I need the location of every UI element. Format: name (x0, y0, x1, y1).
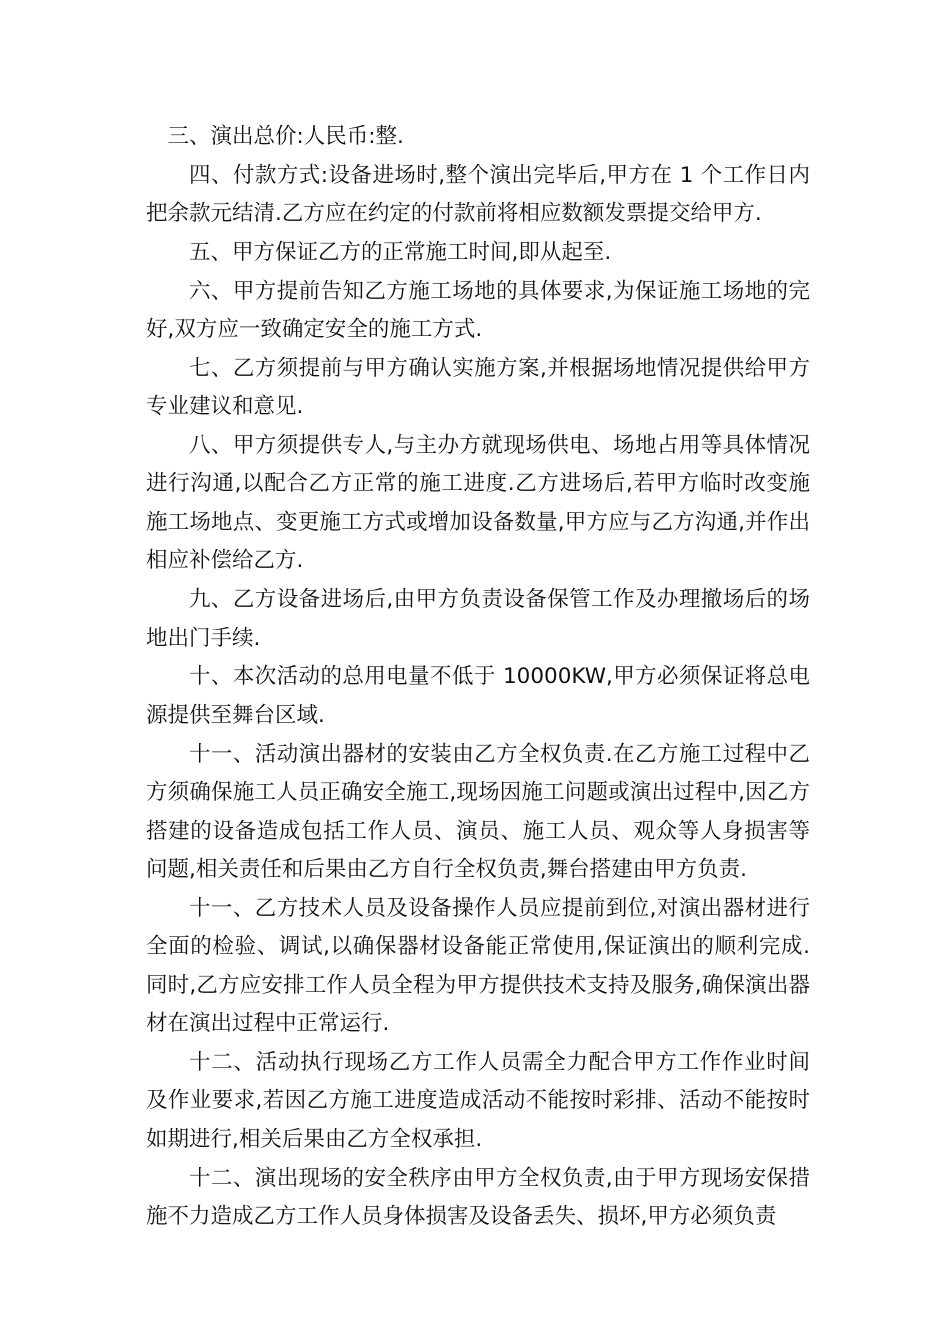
clause-12-site-security: 十二、演出现场的安全秩序由甲方全权负责,由于甲方现场安保措施不力造成乙方工作人员身体损害及设备丢失、损坏,甲方必须负责 (146, 1165, 810, 1230)
clause-3-total-price: 三、演出总价:人民币:整. (167, 124, 404, 149)
clause-11-installation-responsibility: 十一、活动演出器材的安装由乙方全权负责.在乙方施工过程中乙方须确保施工人员正确安全施工,现场因施工问题或演出过程中,因乙方搭建的设备造成包括工作人员、演员、施工人员、观众等人身损害等问题,相关责任和后果由乙方自行全权负责,舞台搭建由甲方负责. (146, 741, 810, 882)
clause-12-staff-cooperation: 十二、活动执行现场乙方工作人员需全力配合甲方工作作业时间及作业要求,若因乙方施工进度造成活动不能按时彩排、活动不能按时如期进行,相关后果由乙方全权承担. (146, 1049, 810, 1152)
clause-9-equipment-custody: 九、乙方设备进场后,由甲方负责设备保管工作及办理撤场后的场地出门手续. (146, 587, 810, 651)
document-body (146, 118, 810, 1237)
clause-10-power-supply: 十、本次活动的总用电量不低于 10000KW,甲方必须保证将总电源提供至舞台区域. (146, 664, 810, 728)
clause-11-technical-staff: 十一、乙方技术人员及设备操作人员应提前到位,对演出器材进行全面的检验、调试,以确保器材设备能正常使用,保证演出的顺利完成.同时,乙方应安排工作人员全程为甲方提供技术支持及服务,确保演出器材在演出过程中正常运行. (146, 895, 810, 1037)
clause-6-site-requirements: 六、甲方提前告知乙方施工场地的具体要求,为保证施工场地的完好,双方应一致确定安全的施工方式. (146, 278, 810, 343)
clause-5-construction-time: 五、甲方保证乙方的正常施工时间,即从起至. (189, 239, 612, 265)
clause-4-payment-method: 四、付款方式:设备进场时,整个演出完毕后,甲方在 1 个工作日内把余款元结清.乙方应在约定的付款前将相应数额发票提交给甲方. (146, 162, 810, 227)
clause-7-implementation-plan: 七、乙方须提前与甲方确认实施方案,并根据场地情况提供给甲方专业建议和意见. (146, 355, 810, 420)
clause-8-site-coordination: 八、甲方须提供专人,与主办方就现场供电、场地占用等具体情况进行沟通,以配合乙方正常的施工进度.乙方进场后,若甲方临时改变施施工场地点、变更施工方式或增加设备数量,甲方应与乙方沟通,并作出相应补偿给乙方. (146, 432, 810, 574)
